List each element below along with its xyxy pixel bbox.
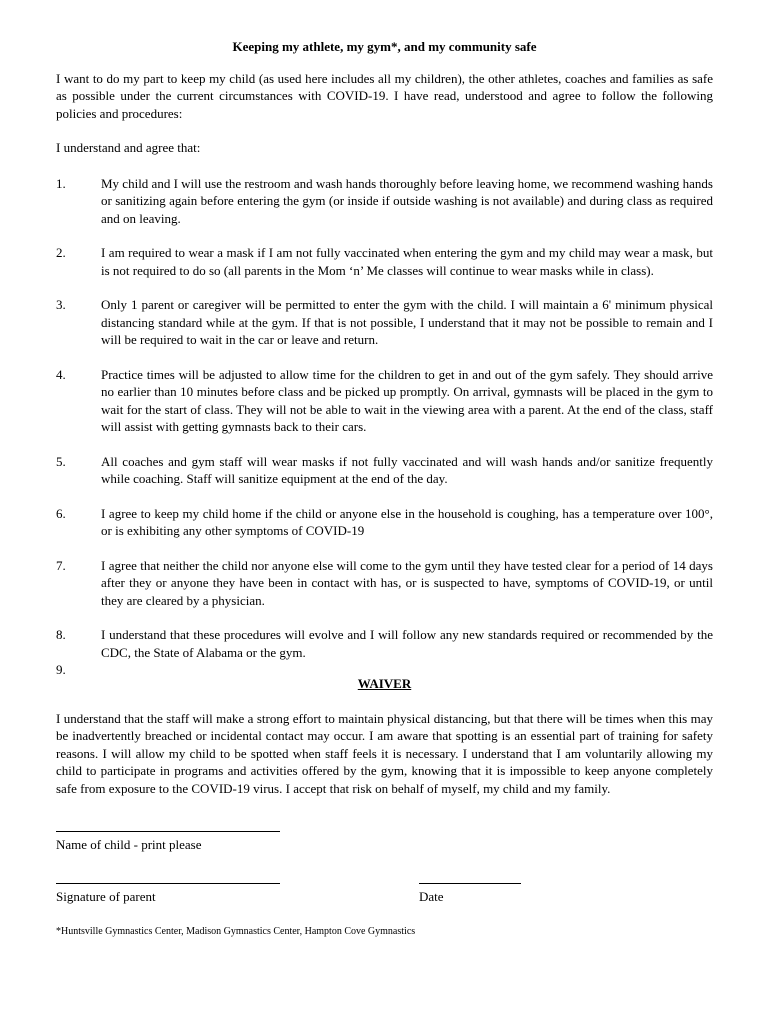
policy-item — [56, 175, 713, 228]
signature-line[interactable] — [56, 871, 280, 884]
item-number: 6. — [56, 505, 66, 521]
waiver-paragraph: I understand that the staff will make a strong effort to maintain physical distancing, but that there will be times when this may be inadvertently breached or incidental contact may occur. I am aware that spotting is an essential part of training for safety reasons. I will allow my child to be spotted when staff feels it is necessary. I understand that I am voluntarily allowing my child to participate in programs and activities offered by the gym, knowing that it is impossible to keep anyone completely safe from exposure to the COVID-19 virus. I accept that risk on behalf of myself, my child and my family. — [56, 710, 713, 796]
child-name-label: Name of child - print please — [56, 837, 202, 852]
item-text: All coaches and gym staff will wear masks if not fully vaccinated and will wash hands and/or sanitize frequently while coaching. Staff will sanitize equipment at the end of the day. — [101, 453, 713, 486]
item-number: 3. — [56, 297, 66, 312]
item-number: 1. — [56, 175, 66, 191]
item-text: Only 1 parent or caregiver will be permitted to enter the gym with the child. I will maintain a 6' minimum physical distancing standard while at the gym. If that is not possible, I understand that it may not be possible to remain and I will be required to wait in the car or leave and return. — [101, 297, 713, 347]
policy-item — [56, 557, 713, 610]
policy-item — [56, 366, 713, 436]
policy-item — [56, 661, 713, 678]
signature-row — [56, 871, 713, 915]
item-number: 9. — [56, 662, 66, 677]
item-number: 7. — [56, 557, 66, 573]
policy-item — [56, 244, 713, 279]
item-text: I agree to keep my child home if the child or anyone else in the household is coughing, has a temperature over 100°, or is exhibiting any other symptoms of COVID-19 — [101, 505, 713, 538]
policy-list — [56, 175, 713, 679]
document-page — [56, 38, 713, 941]
agree-heading: I understand and agree that: — [56, 140, 201, 155]
child-name-field[interactable] — [56, 819, 280, 854]
policy-item — [56, 626, 713, 661]
date-field[interactable] — [419, 871, 521, 906]
date-label: Date — [419, 889, 444, 904]
date-line[interactable] — [419, 871, 521, 884]
document-title: Keeping my athlete, my gym*, and my community safe — [232, 39, 537, 54]
item-number: 2. — [56, 245, 66, 260]
item-number: 8. — [56, 627, 66, 642]
policy-item — [56, 505, 713, 540]
item-number: 5. — [56, 453, 66, 469]
intro-paragraph: I want to do my part to keep my child (as used here includes all my children), the other athletes, coaches and families as safe as possible under the current circumstances with COVID-19. I have read, understood and agree to follow the following policies and procedures: — [56, 70, 713, 121]
child-name-line[interactable] — [56, 819, 280, 832]
item-text: Practice times will be adjusted to allow time for the children to get in and out of the gym safely. They should arrive no earlier than 10 minutes before class and be picked up promptly. On arrival, gymnasts will be placed in the gym to wait for the start of class. They will not be able to wait in the viewing area with a parent. At the end of the class, staff will assist with getting gymnasts back to their cars. — [101, 366, 713, 434]
child-name-row — [56, 819, 713, 863]
item-text: I am required to wear a mask if I am not fully vaccinated when entering the gym and my child may wear a mask, but is not required to do so (all parents in the Mom ‘n’ Me classes will continue to wear masks while in class). — [101, 245, 713, 278]
item-text: I agree that neither the child nor anyone else will come to the gym until they have tested clear for a period of 14 days after they or anyone they have been in contact with has, or is suspected to have, symptoms of COVID-19, or until they are cleared by a physician. — [101, 557, 713, 608]
waiver-heading: WAIVER — [357, 676, 412, 691]
signature-field[interactable] — [56, 871, 280, 906]
policy-item — [56, 453, 713, 488]
signature-label: Signature of parent — [56, 889, 156, 904]
item-number: 4. — [56, 366, 66, 382]
item-text: I understand that these procedures will evolve and I will follow any new standards required or recommended by the CDC, the State of Alabama or the gym. — [101, 627, 713, 660]
item-text: My child and I will use the restroom and wash hands thoroughly before leaving home, we recommend washing hands or sanitizing again before entering the gym (or inside if outside washing is not available) and during class as required and on leaving. — [101, 175, 713, 226]
policy-item — [56, 296, 713, 349]
footnote: *Huntsville Gymnastics Center, Madison Gymnastics Center, Hampton Cove Gymnastics — [56, 926, 416, 937]
